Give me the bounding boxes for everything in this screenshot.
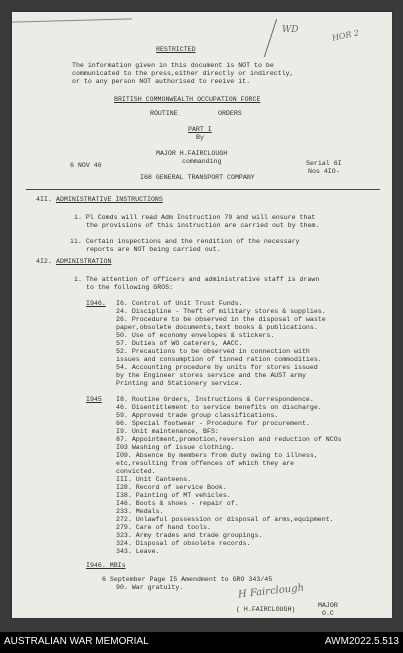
commanding-label: commanding	[182, 158, 222, 165]
restricted-heading: RESTRICTED	[156, 46, 196, 53]
gro-1946-item: issues and consumption of tinned ration commodities.	[116, 356, 322, 363]
archive-name: AUSTRALIAN WAR MEMORIAL	[4, 636, 149, 647]
gro-1946-item: 57. Duties of WO caterers, AACC.	[116, 340, 243, 347]
s411-ii-line-2: reports are NOT being carried out.	[86, 246, 221, 253]
officer-name: MAJOR H.FAIRCLOUGH	[156, 150, 228, 157]
notice-line-2: communicated to the press,either directly or indirectly,	[72, 70, 294, 77]
gro-1946-item: 24. Discipline - Theft of military stores & supplies.	[116, 308, 326, 315]
handwritten-note-wd: WD	[282, 25, 299, 35]
gro-1945-item: I28. Record of service Book.	[116, 484, 227, 491]
gro-1945-item: I09. Absence by members from duty owing to illness,	[116, 452, 318, 459]
archive-caption-bar	[0, 632, 403, 653]
mbis-item: 6 September Page I5 Amendment to GRO 343/45	[102, 576, 273, 583]
notice-line-1: The information given in this document is NOT to be	[72, 62, 274, 69]
s412-intro-line-1: i. The attention of officers and administrative staff is drawn	[74, 276, 320, 283]
gro-1945-item: 343. Leave.	[116, 548, 160, 555]
s412-intro-line-2: to the following GROS:	[86, 284, 174, 291]
gro-1945-item: 66. Special footwear - Procedure for procurement.	[116, 420, 310, 427]
gro-1945-item: 46. Disentitlement to service benefits on discharge.	[116, 404, 322, 411]
gro-1945-item: I38. Painting of MT vehicles.	[116, 492, 231, 499]
gro-1946-item: I6. Control of Unit Trust Funds.	[116, 300, 243, 307]
force-title: BRITISH COMMONWEALTH OCCUPATION FORCE	[114, 96, 261, 103]
section-411-title: ADMINISTRATIVE INSTRUCTIONS	[56, 196, 163, 203]
pencil-line	[12, 18, 132, 22]
gro-1945-item: convicted.	[116, 468, 156, 475]
s411-i-line-2: the provisions of this instruction are carried out by them.	[86, 222, 320, 229]
signatory-rank: MAJOR	[318, 602, 338, 609]
gro-1946-item: 52. Precautions to be observed in connection with	[116, 348, 310, 355]
header-divider	[26, 189, 380, 190]
gro-1946-item: by the Engineer stores service and the AUST army	[116, 372, 306, 379]
serial-label: Serial 6I	[306, 160, 342, 167]
gro-1945-item: I9. Unit maintenance, BFS:	[116, 428, 219, 435]
gro-1945-item: I03 Washing of issue clothing.	[116, 444, 235, 451]
section-412-number: 4I2.	[36, 258, 52, 265]
gro-1945-item: 323. Army trades and trade groupings.	[116, 532, 263, 539]
year-1945-heading: I945	[86, 396, 102, 403]
nos-label: Nos 4IO-	[308, 168, 340, 175]
by-label: By	[196, 134, 204, 141]
mbis-heading: I946. MBIs	[86, 562, 126, 569]
s411-ii-line-1: ii. Certain inspections and the rendition of the necessary	[70, 238, 300, 245]
gro-1946-item: 54. Accounting procedure by units for stores issued	[116, 364, 318, 371]
routine-label: ROUTINE	[150, 110, 178, 117]
gro-1945-item: 279. Care of hand tools.	[116, 524, 211, 531]
gro-1945-item: 324. Disposal of obsolete records.	[116, 540, 251, 547]
signatory-role: O.C	[322, 610, 334, 617]
signatory-name: ( H.FAIRCLOUGH)	[236, 606, 296, 613]
signature: H Fairclough	[237, 582, 305, 601]
date-label: 6 NOV 46	[70, 162, 102, 169]
notice-line-3: or to any person NOT authorised to reeive it.	[72, 78, 251, 85]
gro-1945-item: 59. Approved trade group classifications.	[116, 412, 279, 419]
section-412-title: ADMINISTRATION	[56, 258, 112, 265]
gro-1945-item: III. Unit Canteens.	[116, 476, 192, 483]
section-411-number: 4II.	[36, 196, 52, 203]
handwritten-stroke	[264, 19, 277, 57]
gro-1945-item: 272. Unlawful possession or disposal of arms,equipment.	[116, 516, 334, 523]
gro-1946-item: Printing and Stationery service.	[116, 380, 243, 387]
handwritten-note-hor: HOR 2	[331, 28, 360, 43]
gro-1946-item: 26. Procedure to be observed in the disposal of waste	[116, 316, 326, 323]
gro-1945-item: 233. Medals.	[116, 508, 164, 515]
gro-1945-item: 87. Appointment,promotion,reversion and reduction of NCOs	[116, 436, 342, 443]
mbis-item: 90. War gratuity.	[116, 584, 184, 591]
document-page	[12, 12, 392, 618]
gro-1946-item: 50. Use of economy envelopes & stickers.	[116, 332, 275, 339]
part-label: PART I	[188, 126, 212, 133]
unit-name: I68 GENERAL TRANSPORT COMPANY	[140, 174, 255, 181]
s411-i-line-1: i. Pl Comds will read Adm Instruction 79 and will ensure that	[74, 214, 316, 221]
gro-1945-item: etc,resulting from offences of which they are	[116, 460, 295, 467]
orders-label: ORDERS	[218, 110, 242, 117]
archive-reference: AWM2022.5.513	[324, 636, 399, 647]
gro-1945-item: I8. Routine Orders, Instructions & Correspondence.	[116, 396, 314, 403]
gro-1946-item: paper,obsolete documents,text books & publications.	[116, 324, 318, 331]
year-1946-heading: I946.	[86, 300, 106, 307]
gro-1945-item: I46. Boots & shoes - repair of.	[116, 500, 239, 507]
